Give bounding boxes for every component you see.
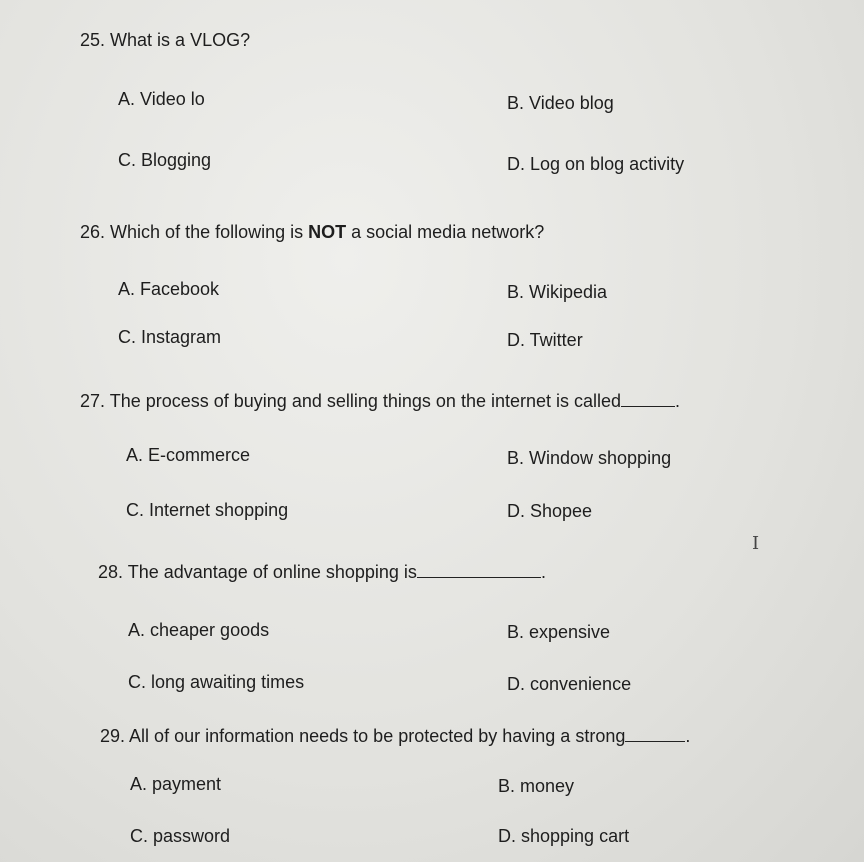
option-d[interactable]: D. Twitter: [507, 330, 583, 350]
question-number: 29.: [100, 726, 126, 746]
question-28: [98, 562, 546, 583]
question-number: 26.: [80, 222, 106, 242]
option-d[interactable]: D. Shopee: [507, 501, 593, 521]
period: .: [675, 391, 681, 411]
question-number: 28.: [98, 562, 124, 582]
option-b[interactable]: B. Window shopping: [507, 448, 672, 468]
question-number: 25.: [80, 30, 106, 50]
question-text: All of our information needs to be protected by having a strong: [129, 726, 626, 746]
question-29: [100, 726, 690, 747]
option-a[interactable]: A. Video lo: [118, 89, 205, 109]
option-b[interactable]: B. money: [498, 776, 575, 796]
option-c[interactable]: C. Instagram: [118, 327, 222, 347]
question-number: 27.: [80, 391, 106, 411]
period: .: [685, 726, 691, 746]
answer-blank: [625, 741, 685, 742]
option-a[interactable]: A. Facebook: [118, 279, 220, 299]
option-d[interactable]: D. Log on blog activity: [507, 154, 685, 174]
option-c[interactable]: C. long awaiting times: [128, 672, 305, 692]
question-26: [80, 222, 544, 243]
text-cursor-icon: I: [752, 533, 760, 554]
option-c[interactable]: C. Internet shopping: [126, 500, 289, 520]
question-emphasis: NOT: [308, 222, 347, 242]
option-b[interactable]: B. Wikipedia: [507, 282, 608, 302]
answer-blank: [417, 577, 541, 578]
option-d[interactable]: D. shopping cart: [498, 826, 630, 846]
option-d[interactable]: D. convenience: [507, 674, 632, 694]
option-b[interactable]: B. expensive: [507, 622, 611, 642]
question-text: What is a VLOG?: [110, 30, 251, 50]
question-27: [80, 391, 680, 412]
option-c[interactable]: C. Blogging: [118, 150, 212, 170]
question-text: The process of buying and selling things on the internet is called: [109, 391, 622, 411]
option-c[interactable]: C. password: [130, 826, 231, 846]
option-a[interactable]: A. cheaper goods: [128, 620, 270, 640]
question-25: [80, 30, 250, 51]
option-a[interactable]: A. payment: [130, 774, 222, 794]
answer-blank: [621, 406, 675, 407]
option-b[interactable]: B. Video blog: [507, 93, 614, 113]
period: .: [540, 562, 546, 582]
option-a[interactable]: A. E-commerce: [126, 445, 251, 465]
question-text: a social media network?: [346, 222, 545, 242]
question-text: The advantage of online shopping is: [127, 562, 417, 582]
question-text: Which of the following is: [110, 222, 309, 242]
